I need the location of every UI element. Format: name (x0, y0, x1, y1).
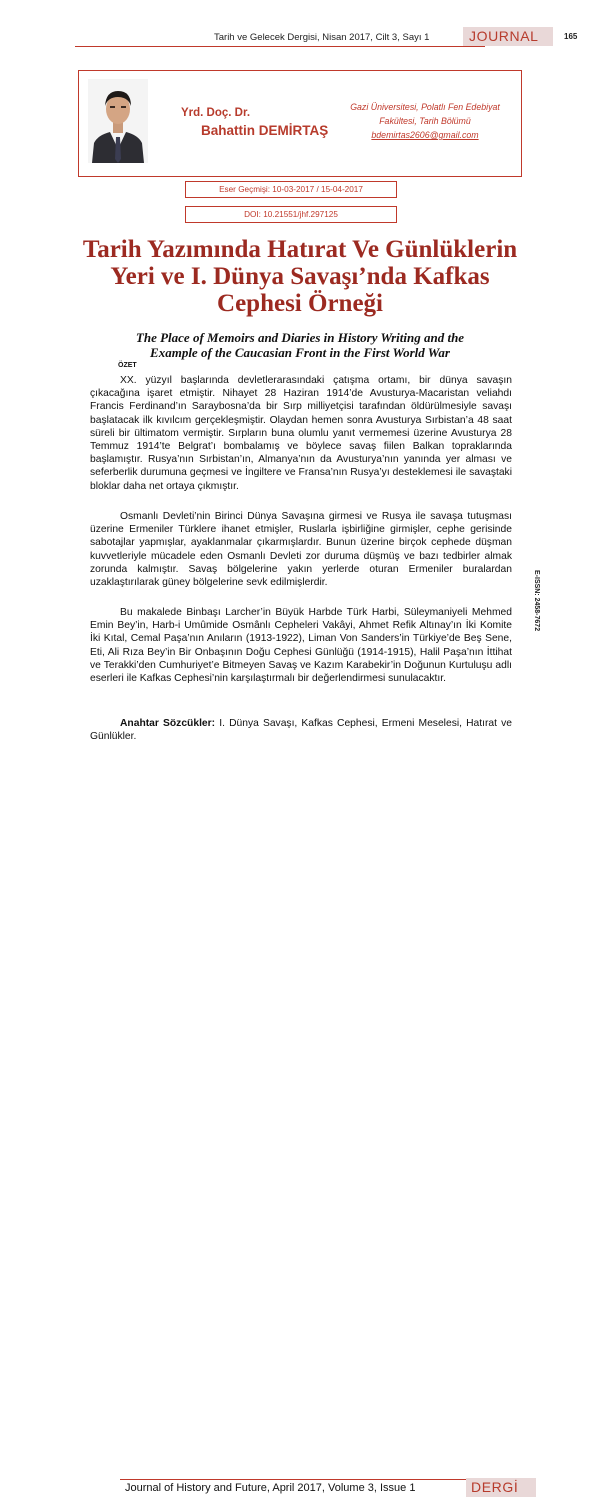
header-rule (75, 46, 485, 47)
affiliation-line-2: Fakültesi, Tarih Bölümü (379, 116, 471, 126)
affiliation-line-1: Gazi Üniversitesi, Polatlı Fen Edebiyat (350, 102, 500, 112)
title-en-line-1: The Place of Memoirs and Diaries in History Writing and the (135, 330, 465, 345)
keywords-text: I. Dünya Savaşı, Kafkas Cephesi, Ermeni Meselesi, Hatırat ve Günlükler. (90, 718, 513, 743)
page-footer (0, 738, 600, 1495)
article-title-en (70, 330, 530, 360)
footer-text: Journal of History and Future, April 2017, Volume 3, Issue 1 (125, 1482, 416, 1494)
page-header (0, 0, 600, 60)
article-history: Eser Geçmişi: 10-03-2017 / 15-04-2017 (185, 181, 397, 198)
abstract-heading: ÖZET (118, 362, 137, 369)
author-name: Bahattin DEMİRTAŞ (201, 123, 329, 138)
author-academic-title: Yrd. Doç. Dr. (181, 107, 251, 119)
abstract-paragraph-3: Bu makalede Binbaşı Larcher’in Büyük Harbde Türk Harbi, Süleymaniyeli Mehmed Emin Bey’in, Harb-i Umûmide Osmânlı Cepheleri Vakâyi, Ahmet Refik Altınay’ın İki Komite İki Kıtal, Cemal Paşa’nın Anıların (1913-1922), Liman Von Sanders’in Türkiye’de Beş Sene, Eti, Ali Rıza Bey’in Bir Onbaşının Doğu Cephesi Günlüğü (1914-1915), Halil Paşa’nın İttihat ve Terakki’den Cumhuriyet’e Bitmeyen Savaş ve Kazım Karabekir’in Doğunun Kurtuluşu adlı eserleri ile Kafkas Cephesi’nin karşılaştırmalı bir değerlendirmesi sunulacaktır. (90, 607, 512, 685)
title-tr-line-1: Tarih Yazımında Hatırat Ve Günlüklerin (82, 236, 518, 263)
journal-label: JOURNAL (469, 28, 539, 44)
footer-rule (120, 1479, 470, 1480)
abstract-paragraph-1: XX. yüzyıl başlarında devletlerarasındaki çatışma ortamı, bir dünya savaşın çıkacağına işaret etmiştir. Nihayet 28 Haziran 1914’de Avusturya-Macaristan veliahdı Francis Ferdinand’ın Saraybosna’da bir Sırp milliyetçisi tarafından öldürülmesiyle savaşı başlatacak ilk kıvılcım gerçekleşmiştir. Olaydan hemen sonra Avusturya Sırbistan’a 48 saat süreli bir ültimatom vermiştir. Sırpların buna olumlu yanıt vermemesi üzerine Avusturya 28 Temmuz 1914’te Belgrat’ı bombalamış ve böylece savaş fiilen Balkan topraklarında başlamıştır. Rusya’nın Sırbistan’ın, Almanya’nın da Avusturya’nın yanında yer alması ve seferberlik durumuna geçmesi ve İngiltere ve Fransa’nın Rusya’yı desteklemesi ile savaştaki bloklar daha net ortaya çıkmıştır. (90, 375, 512, 492)
running-title: Tarih ve Gelecek Dergisi, Nisan 2017, Cilt 3, Sayı 1 (214, 32, 430, 43)
dergi-label: DERGİ (471, 1479, 519, 1495)
doi[interactable]: DOI: 10.21551/jhf.297125 (185, 206, 397, 223)
author-portrait-icon (88, 79, 148, 163)
page-number: 165 (564, 32, 578, 41)
author-email[interactable]: bdemirtas2606@gmail.com (371, 130, 479, 140)
e-issn: E-ISSN: 2458-7672 (533, 570, 540, 632)
abstract-paragraph-2: Osmanlı Devleti’nin Birinci Dünya Savaşına girmesi ve Rusya ile savaşa tutuşması üzerine Ermeniler Türklere ihanet etmişler, Ruslarla işbirliğine girmişler, cephe gerisinde sabotajlar yapmışlar, ayaklanmalar çıkarmışlardır. Bunun üzerine birçok cephede düşman kuvvetleriyle mücadele eden Osmanlı Devleti zor duruma düşmüş ve bazı tedbirler almak zorunda kalmıştır. Savaş bölgelerine yakın yerlerde oturan Ermeniler buralardan uzaklaştırılarak güney bölgelerine sevk edilmişlerdir. (90, 511, 512, 589)
title-en-line-2: Example of the Caucasian Front in the First World War (150, 345, 450, 360)
keywords-label: Anahtar Sözcükler: (120, 718, 216, 729)
title-tr-line-2: Yeri ve I. Dünya Savaşı’nda Kafkas (110, 263, 490, 290)
article-title-tr (70, 236, 530, 317)
author-photo (88, 79, 148, 163)
title-tr-line-3: Cephesi Örneği (217, 290, 383, 317)
